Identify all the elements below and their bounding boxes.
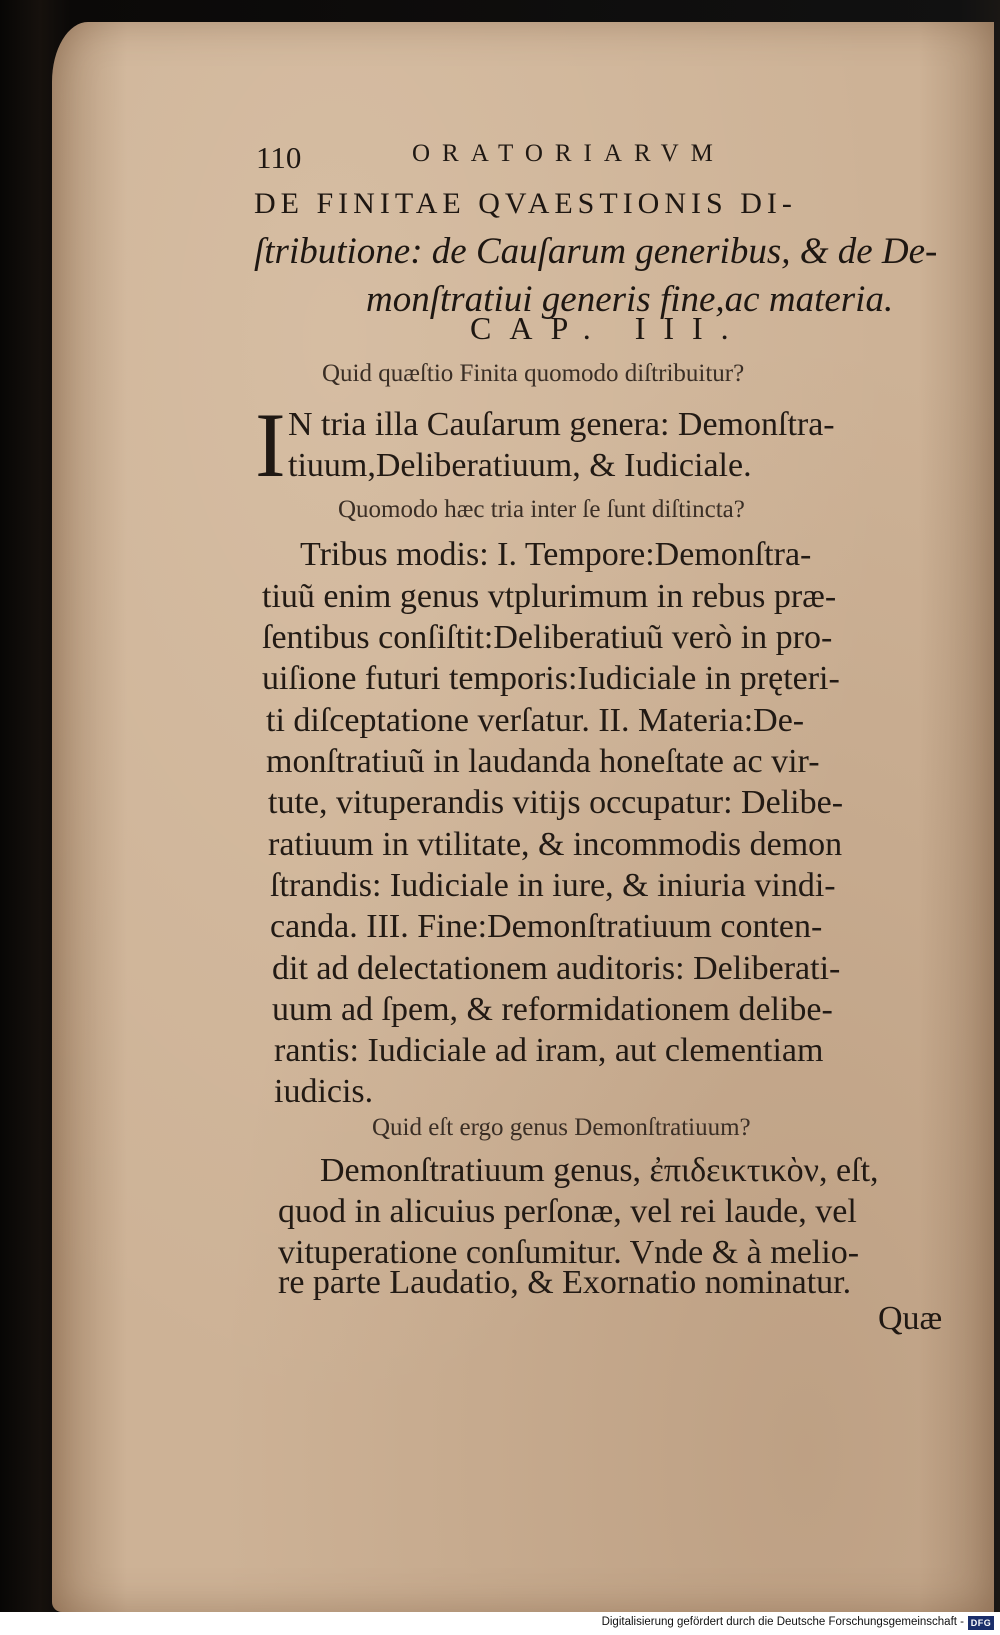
answer-2-line-12: uum ad ſpem, & reformidationem delibe- [272, 991, 833, 1028]
question-2: Quomodo hæc tria inter ſe ſunt diſtincta? [338, 496, 745, 523]
answer-2-line-11: dit ad delectationem auditoris: Deliberati- [272, 950, 841, 987]
catchword: Quæ [878, 1300, 943, 1337]
chapter-title [254, 180, 938, 324]
chapter-title-line-1: DE FINITAE QVAESTIONIS DI- [254, 187, 797, 220]
answer-2-line-10: canda. III. Fine:Demonſtratiuum conten- [270, 908, 823, 945]
answer-2-line-5: ti diſceptatione verſatur. II. Materia:De- [266, 702, 805, 739]
answer-3-line-2: quod in alicuius perſonæ, vel rei laude, vel [278, 1193, 857, 1230]
answer-1-line-2: tiuum,Deliberatiuum, & Iudiciale. [288, 447, 752, 484]
page-number: 110 [256, 140, 302, 175]
question-3: Quid eſt ergo genus Demonſtratiuum? [372, 1114, 751, 1141]
dfg-logo: DFG [968, 1616, 994, 1630]
answer-3-line-1: Demonſtratiuum genus, ἐπιδεικτικὸν, eſt, [320, 1152, 879, 1189]
question-1: Quid quæſtio Finita quomodo diſtribuitur? [322, 360, 745, 387]
answer-2-line-9: ſtrandis: Iudiciale in iure, & iniuria vindi- [270, 867, 836, 904]
chapter-number: CAP. III. [470, 310, 747, 346]
chapter-title-line-2: ſtributione: de Cauſarum generibus, & de De- [254, 231, 938, 272]
chapter-title-line-3: monſtratiui generis fine,ac materia. [366, 279, 894, 320]
running-head [256, 140, 766, 176]
answer-1-line-1: N tria illa Cauſarum genera: Demonſtra- [288, 406, 835, 443]
digitization-credit: Digitalisierung gefördert durch die Deutsche Forschungsgemeinschaft - [601, 1616, 964, 1628]
answer-2-line-14: iudicis. [274, 1073, 374, 1110]
answer-2-line-7: tute, vituperandis vitijs occupatur: Delibe- [268, 784, 844, 821]
answer-3-line-4: re parte Laudatio, & Exornatio nominatur. [278, 1264, 852, 1301]
running-title: ORATORIARVM [412, 140, 725, 167]
answer-2-line-1: Tribus modis: I. Tempore:Demonſtra- [300, 536, 812, 573]
answer-2-line-13: rantis: Iudiciale ad iram, aut clementiam [274, 1032, 824, 1069]
answer-2-line-2: tiuũ enim genus vtplurimum in rebus præ- [262, 578, 837, 615]
drop-cap: I [255, 394, 286, 496]
answer-2-line-3: ſentibus conſiſtit:Deliberatiuũ verò in pro- [262, 619, 833, 656]
answer-2-line-6: monſtratiuũ in laudanda honeſtate ac vir- [266, 743, 820, 780]
answer-3-line-3: vituperatione conſumitur. Vnde & à melio- [278, 1234, 860, 1271]
answer-2-line-4: uiſione futuri temporis:Iudiciale in pręteri- [262, 660, 840, 697]
answer-2-line-8: ratiuum in vtilitate, & incommodis demon [268, 826, 843, 863]
